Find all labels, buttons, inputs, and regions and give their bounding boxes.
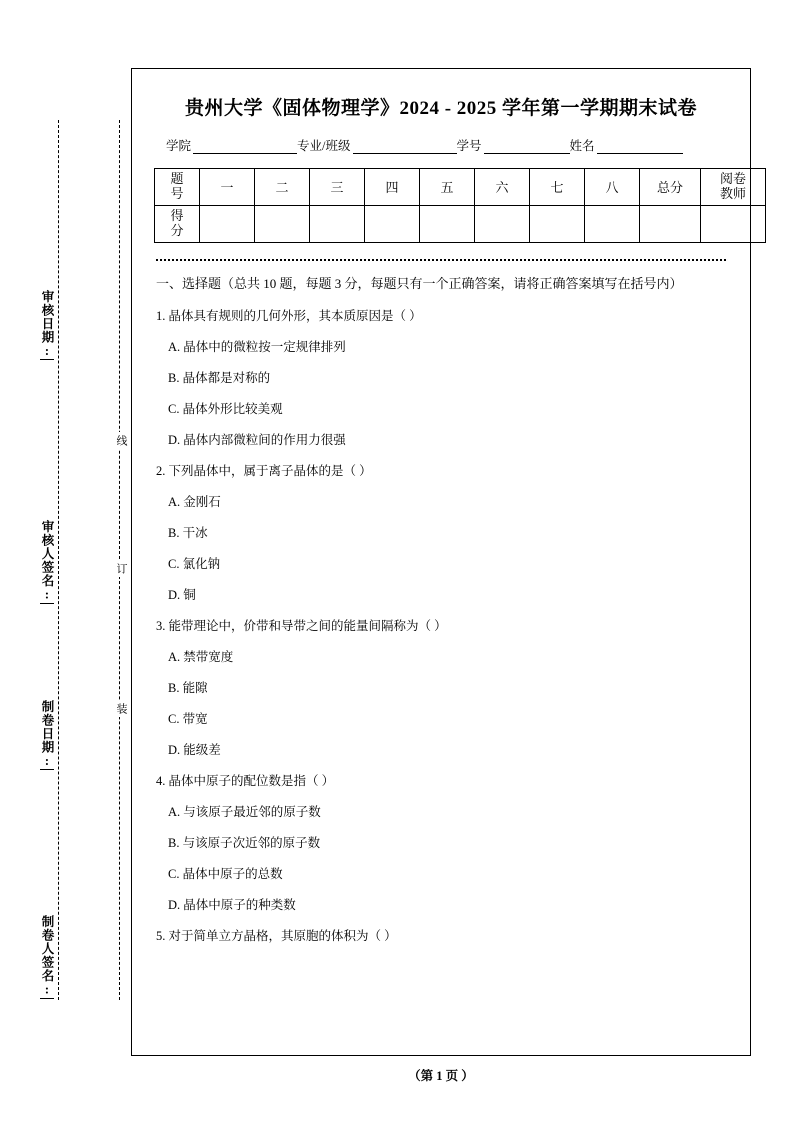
student-id-field[interactable] [457, 136, 570, 154]
row-label-score-line2: 分 [170, 222, 184, 238]
question-1-text: 晶体具有规则的几何外形，其本质原因是（ ） [168, 308, 422, 323]
major-input-blank[interactable] [353, 139, 457, 154]
question-2-text: 下列晶体中，属于离子晶体的是（ ） [168, 463, 372, 478]
question-2-option-b[interactable]: B. 干冰 [168, 525, 208, 540]
col-header-5: 五 [420, 169, 475, 206]
student-id-input-blank[interactable] [484, 139, 570, 154]
student-id-label: 学号 [456, 139, 482, 153]
question-2-number: 2. [156, 463, 166, 478]
question-4-option-a[interactable]: A. 与该原子最近邻的原子数 [168, 804, 321, 819]
question-2 [156, 461, 726, 481]
side-note-reviewer-signature-label: 审核人签名: [40, 520, 54, 603]
side-note-paper-date-label: 制卷日期: [40, 700, 54, 769]
question-4 [156, 771, 726, 791]
question-3-option-d[interactable]: D. 能级差 [168, 742, 221, 757]
question-5-text: 对于简单立方晶格，其原胞的体积为（ ） [168, 928, 397, 943]
question-3-option-c[interactable]: C. 带宽 [168, 711, 208, 726]
question-1-option-c[interactable]: C. 晶体外形比较美观 [168, 401, 283, 416]
question-4-number: 4. [156, 773, 166, 788]
col-header-2: 二 [255, 169, 310, 206]
side-note-reviewer-signature [38, 520, 56, 604]
row-label-question-line2: 号 [170, 185, 184, 201]
table-row-question-numbers [155, 169, 766, 206]
side-note-paper-date [38, 700, 56, 770]
question-4-text: 晶体中原子的配位数是指（ ） [168, 773, 335, 788]
score-cell-7[interactable] [530, 205, 585, 242]
binding-mark-line: 线 [113, 432, 129, 449]
question-5-number: 5. [156, 928, 166, 943]
question-2-option-d[interactable]: D. 铜 [168, 587, 196, 602]
question-1 [156, 306, 726, 326]
dashed-divider-outer [58, 120, 59, 1000]
page-title: 贵州大学《固体物理学》2024 - 2025 学年第一学期期末试卷 [184, 98, 698, 119]
col-header-3: 三 [310, 169, 365, 206]
left-margin-strip [0, 0, 130, 1122]
question-4-option-c[interactable]: C. 晶体中原子的总数 [168, 866, 283, 881]
score-cell-2[interactable] [255, 205, 310, 242]
name-field[interactable] [570, 136, 683, 154]
side-note-review-date-label: 审核日期: [40, 290, 54, 359]
question-2-option-a[interactable]: A. 金刚石 [168, 494, 221, 509]
col-header-6: 六 [475, 169, 530, 206]
col-header-8: 八 [585, 169, 640, 206]
major-label: 专业/班级 [297, 139, 351, 153]
question-1-option-a[interactable]: A. 晶体中的微粒按一定规律排列 [168, 339, 346, 354]
college-label: 学院 [166, 139, 192, 153]
col-header-teacher-line2: 教师 [719, 185, 746, 201]
col-header-teacher [701, 169, 766, 206]
student-info-line [166, 136, 718, 154]
score-cell-6[interactable] [475, 205, 530, 242]
question-4-option-b[interactable]: B. 与该原子次近邻的原子数 [168, 835, 321, 850]
college-field[interactable] [166, 136, 297, 154]
score-table [154, 168, 766, 243]
col-header-4: 四 [365, 169, 420, 206]
col-header-1: 一 [200, 169, 255, 206]
question-1-option-b[interactable]: B. 晶体都是对称的 [168, 370, 271, 385]
name-label: 姓名 [569, 139, 595, 153]
score-cell-4[interactable] [365, 205, 420, 242]
question-3-option-a[interactable]: A. 禁带宽度 [168, 649, 234, 664]
question-3-option-b[interactable]: B. 能隙 [168, 680, 208, 695]
binding-mark-pack: 装 [113, 700, 129, 717]
question-3-text: 能带理论中，价带和导带之间的能量间隔称为（ ） [168, 618, 447, 633]
college-input-blank[interactable] [193, 139, 297, 154]
question-5 [156, 926, 726, 946]
question-1-number: 1. [156, 308, 166, 323]
question-1-option-d[interactable]: D. 晶体内部微粒间的作用力很强 [168, 432, 346, 447]
row-label-question [155, 169, 200, 206]
binding-mark-bind: 订 [113, 560, 129, 577]
row-label-question-line1: 题 [170, 171, 184, 186]
score-cell-5[interactable] [420, 205, 475, 242]
question-3-number: 3. [156, 618, 166, 633]
section-heading: 一、选择题（总共 10 题，每题 3 分，每题只有一个正确答案，请将正确答案填写在括号内） [156, 275, 683, 291]
col-header-7: 七 [530, 169, 585, 206]
score-cell-3[interactable] [310, 205, 365, 242]
page-footer: （第 1 页 ） [408, 1069, 474, 1083]
exam-paper-body [131, 68, 751, 1056]
side-note-paper-signature [38, 915, 56, 999]
question-2-option-c[interactable]: C. 氯化钠 [168, 556, 221, 571]
dotted-separator [156, 259, 726, 261]
name-input-blank[interactable] [597, 139, 683, 154]
score-cell-teacher[interactable] [701, 205, 766, 242]
score-cell-1[interactable] [200, 205, 255, 242]
side-note-paper-signature-label: 制卷人签名: [40, 915, 54, 998]
side-note-review-date [38, 290, 56, 360]
score-cell-total[interactable] [640, 205, 701, 242]
row-label-score-line1: 得 [170, 207, 184, 223]
score-cell-8[interactable] [585, 205, 640, 242]
question-3 [156, 616, 726, 636]
question-4-option-d[interactable]: D. 晶体中原子的种类数 [168, 897, 296, 912]
col-header-total: 总分 [640, 169, 701, 206]
col-header-teacher-line1: 阅卷 [719, 171, 746, 186]
table-row-scores [155, 205, 766, 242]
row-label-score [155, 205, 200, 242]
major-field[interactable] [297, 136, 456, 154]
